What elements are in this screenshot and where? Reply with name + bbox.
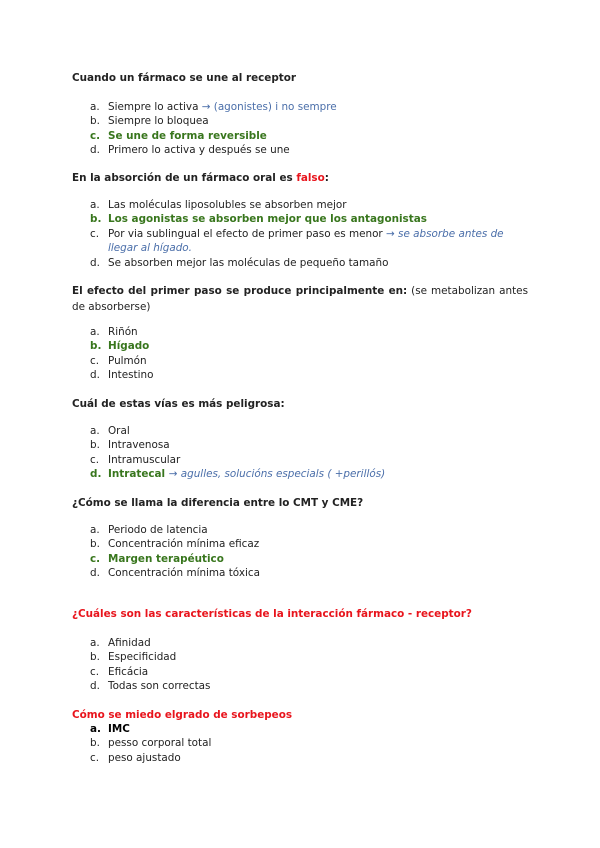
option-1c-correct: c. Se une de forma reversible — [90, 129, 267, 142]
option-3c: c. Pulmón — [90, 354, 147, 367]
option-3d: d. Intestino — [90, 369, 154, 382]
falso-highlight: falso — [296, 172, 325, 184]
option-5c-correct: c. Margen terapéutico — [90, 552, 224, 565]
option-4a: a. Oral — [90, 425, 130, 437]
question-6-options — [90, 636, 530, 694]
question-5-options — [90, 523, 530, 581]
option-4d-correct: d. Intratecal → agulles, solucións especials ( +perillós) — [90, 468, 386, 481]
option-5a: a. Periodo de latencia — [90, 524, 208, 536]
option-6c: c. Eficácia — [90, 665, 149, 678]
question-5-title: ¿Cómo se llama la diferencia entre lo CMT y CME? — [72, 497, 364, 509]
question-4-title: Cuál de estas vías es más peligrosa: — [72, 398, 285, 410]
question-3-title: El efecto del primer paso se produce principalmente en: (se metabolizan antes de absorberse) — [72, 285, 528, 313]
annotation-note: → (agonistes) i no sempre — [201, 101, 337, 113]
question-2-title: En la absorción de un fármaco oral es falso: — [72, 172, 329, 184]
annotation-note: → se absorbe antes de llegar al hígado. — [108, 227, 504, 255]
option-4b: b. Intravenosa — [90, 439, 170, 452]
option-3a: a. Riñón — [90, 326, 138, 338]
option-2a: a. Las moléculas liposolubles se absorben mejor — [90, 199, 347, 211]
question-3-options — [90, 325, 530, 383]
question-7-title: Cómo se miedo elgrado de sorbepeos — [72, 709, 293, 721]
question-7-options — [90, 722, 530, 765]
question-6-title: ¿Cuáles son las características de la interacción fármaco - receptor? — [72, 608, 472, 620]
option-4c: c. Intramuscular — [90, 453, 181, 466]
question-1-title: Cuando un fármaco se une al receptor — [72, 72, 296, 84]
option-2c: c. Por via sublingual el efecto de primer paso es menor → se absorbe antes de llegar al hígado. — [90, 227, 504, 255]
option-7a-selected: a. IMC — [90, 723, 130, 735]
question-4-options — [90, 424, 530, 482]
option-5b: b. Concentración mínima eficaz — [90, 538, 260, 551]
option-6b: b. Especificidad — [90, 651, 177, 664]
option-7b: b. pesso corporal total — [90, 737, 212, 750]
option-2b-correct: b. Los agonistas se absorben mejor que los antagonistas — [90, 213, 427, 226]
question-2-options — [90, 198, 530, 270]
option-6a: a. Afinidad — [90, 637, 151, 649]
option-5d: d. Concentración mínima tóxica — [90, 567, 260, 580]
annotation-note: → agulles, solucións especials ( +perillós) — [168, 468, 386, 481]
option-6d: d. Todas son correctas — [90, 680, 211, 693]
question-1-options — [90, 100, 530, 158]
option-2d: d. Se absorben mejor las moléculas de pequeño tamaño — [90, 256, 389, 269]
option-1a: a. Siempre lo activa → (agonistes) i no sempre — [90, 101, 337, 113]
option-3b-correct: b. Hígado — [90, 340, 150, 353]
option-1b: b. Siempre lo bloquea — [90, 115, 209, 128]
option-1d: d. Primero lo activa y después se une — [90, 144, 290, 157]
option-7c: c. peso ajustado — [90, 751, 181, 764]
